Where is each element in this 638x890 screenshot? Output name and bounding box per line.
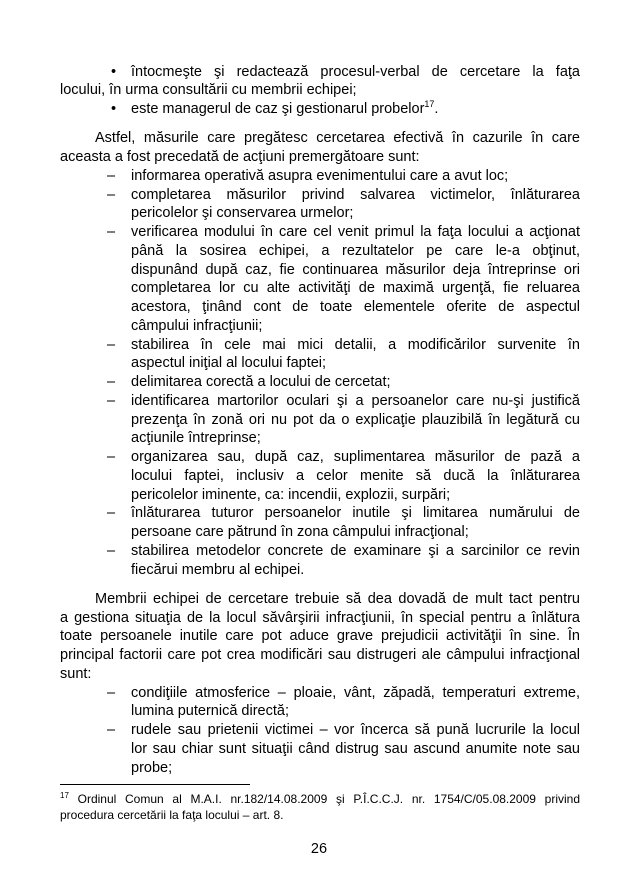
bullet-marker: • [111,101,117,118]
paragraph [60,129,580,167]
text-line: fiecărui membru al echipei. [131,561,305,578]
text-line: principal factorii care pot crea modificări sau distrugeri ale câmpului infracţional [60,647,580,664]
text-line: probe; [131,759,173,776]
paragraph [60,590,580,684]
dash-marker: – [107,224,116,241]
text-line: pericolelor iminente, ca: incendii, explozii, surpări; [131,486,451,503]
bullet-text: este managerul de caz şi gestionarul probelor [131,101,425,118]
page-body [60,63,580,778]
text-line: acestora, ţinând cont de toate elementele oferite de aspectul [131,299,580,316]
dash-marker: – [107,505,116,522]
text-line: stabilirea în cele mai mici detalii, a modificărilor survenite în [131,336,580,353]
text-line: verificarea modului în care cel venit primul la faţa locului a acţionat [131,224,580,241]
dash-marker: – [107,542,116,559]
list-item [60,167,580,186]
dash-marker: – [107,449,116,466]
page-number: 26 [310,840,328,857]
dash-marker: – [107,684,116,701]
text-line: sunt: [60,665,92,682]
footnote [60,791,580,823]
list-item [60,448,580,504]
footnote-reference: 17 [424,99,435,110]
text-line: locului, în urma consultării cu membrii echipei; [60,82,357,99]
text-line: întocmeşte şi redactează procesul-verbal de cercetare la faţa [131,63,580,80]
dash-marker: – [107,336,116,353]
dash-marker: – [107,186,116,203]
text-line: completarea măsurilor privind salvarea victimelor, înlăturarea [131,186,580,203]
dash-marker: – [107,167,116,184]
footnote-text: Ordinul Comun al M.A.I. nr.182/14.08.2009 şi P.Î.C.C.J. nr. 1754/C/05.08.2009 privind [77,792,581,806]
text-line: câmpului infracţiunii; [131,317,263,334]
text-line: până la sosirea echipei, a rezultatelor pe care le-a obţinut, [131,242,580,259]
list-item [60,504,580,542]
bullet-item [60,63,580,101]
list-item [60,373,580,392]
text-line: prezenţa în zonă ori nu pot da o explicaţie plauzibilă în legătură cu [131,411,580,428]
text-line: condiţiile atmosferice – ploaie, vânt, zăpadă, temperaturi extreme, [131,684,580,701]
footnote-line [60,791,580,807]
dash-list [60,684,580,778]
list-item [60,223,580,336]
list-item [60,721,580,777]
list-item [60,186,580,224]
footnote-ref: 17 [60,791,69,800]
dash-marker: – [107,392,116,409]
text-line: aceasta a fost precedată de acţiuni premergătoare sunt: [60,149,420,166]
text-line: acţiunile întreprinse; [131,430,261,447]
text-line: toate persoanele inutile care pot aduce grave prejudicii activităţii în sine. În [60,628,580,645]
footnote-line: procedura cercetării la faţa locului – art. 8. [60,808,284,822]
bullet-marker: • [111,63,117,80]
bullet-text-end: . [434,101,439,118]
text-line: lumina puternică directă; [131,703,289,720]
text-line: delimitarea corectă a locului de cercetat; [131,374,391,391]
list-item [60,392,580,448]
text-line: informarea operativă asupra evenimentului care a avut loc; [131,167,509,184]
dash-marker: – [107,374,116,391]
text-line: persoane care pătrund în zona câmpului infracţional; [131,524,469,541]
text-line: organizarea sau, după caz, suplimentarea măsurilor de pază a [131,449,580,466]
text-line: stabilirea metodelor concrete de examinare şi a sarcinilor ce revin [131,542,580,559]
dash-list [60,167,580,580]
text-line: lor sau chiar sunt situaţii când distrug sau ascund anumite note sau [131,740,580,757]
text-line: completarea lor cu alte activităţi de maximă urgenţă, fie reluarea [131,280,580,297]
text-line: locului faptei, inclusiv a celor menite să ducă la înlăturarea [131,467,580,484]
text-line: Astfel, măsurile care pregătesc cercetarea efectivă în cazurile în care [95,130,580,147]
text-line [131,100,580,119]
dash-marker: – [107,722,116,739]
bullet-item [60,100,580,119]
text-line: dispunând după caz, fie continuarea măsurilor deja întreprinse ori [131,261,580,278]
text-line: pericolelor şi conservarea urmelor; [131,205,354,222]
text-line: identificarea martorilor oculari şi a persoanelor care nu-şi justifică [131,392,580,409]
text-line: aspectul iniţial al locului faptei; [131,355,327,372]
text-line: Membrii echipei de cercetare trebuie să dea dovadă de mult tact pentru [95,590,580,607]
text-line: înlăturarea tuturor persoanelor inutile şi limitarea numărului de [131,505,580,522]
text-line: rudele sau prietenii victimei – vor încerca să pună lucrurile la locul [131,722,580,739]
list-item [60,542,580,580]
list-item [60,684,580,722]
footnote-separator [60,784,250,785]
list-item [60,336,580,374]
text-line: a gestiona situaţia de la locul săvârşirii infracţiunii, în special pentru a înlătura [60,609,580,626]
